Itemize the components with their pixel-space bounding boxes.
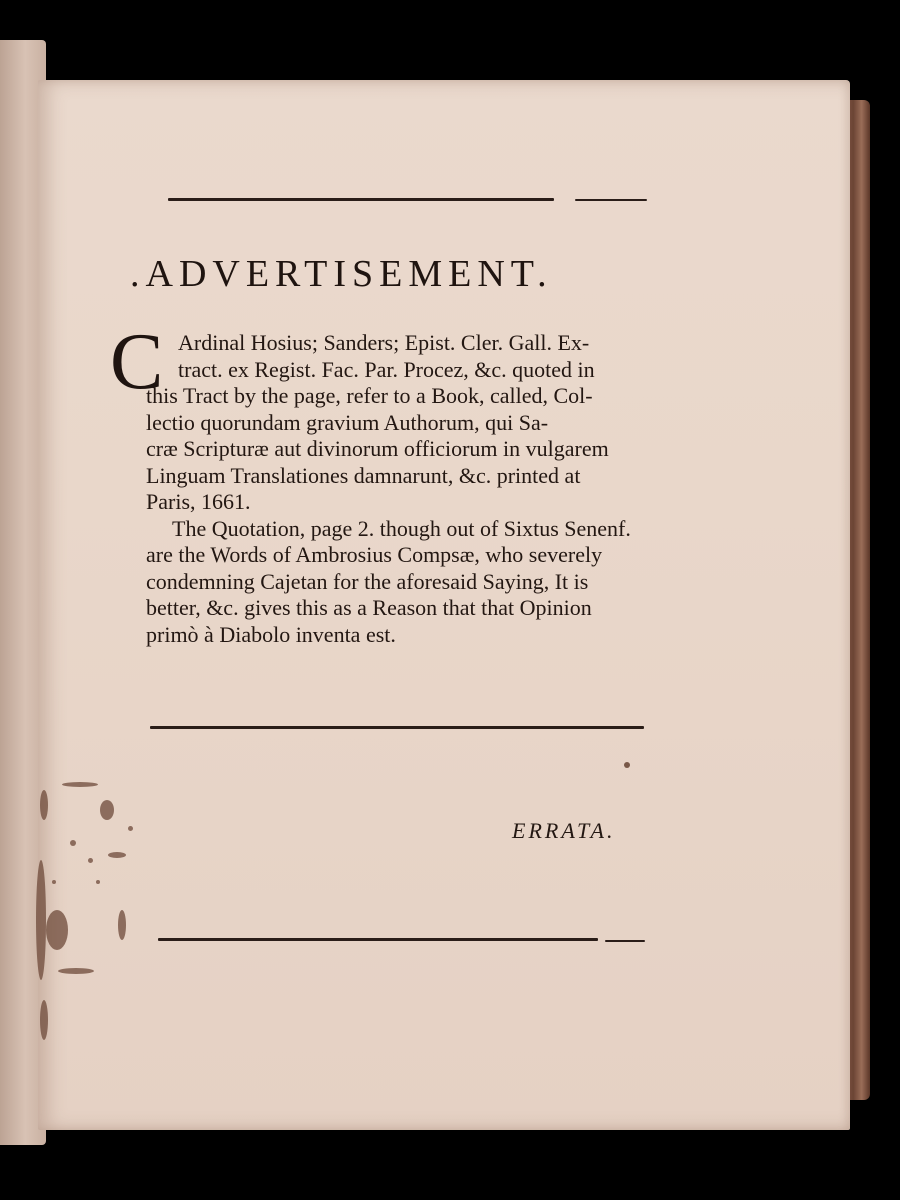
text-line: The Quotation, page 2. though out of Sixtus Senenf.	[172, 515, 631, 541]
text-line: condemning Cajetan for the aforesaid Saying, It is	[146, 568, 589, 594]
text-line: cræ Scripturæ aut divinorum officiorum in vulgarem	[146, 436, 609, 461]
foxing-stains	[0, 770, 160, 1070]
text-line: Ardinal Hosius; Sanders; Epist. Cler. Gall. Ex-	[178, 330, 590, 355]
errata-heading: ERRATA.	[512, 818, 616, 843]
text-line: tract. ex Regist. Fac. Par. Procez, &c. quoted in	[178, 356, 595, 382]
text-line: this Tract by the page, refer to a Book, called, Col-	[146, 383, 593, 408]
bottom-rule-short	[605, 940, 645, 942]
top-rule	[168, 198, 554, 201]
page-title: .ADVERTISEMENT.	[130, 253, 553, 295]
ink-spot	[624, 762, 630, 768]
text-line: Linguam Translationes damnarunt, &c. printed at	[146, 462, 581, 488]
middle-rule	[150, 726, 644, 729]
text-line: better, &c. gives this as a Reason that that Opinion	[146, 595, 592, 620]
bottom-rule	[158, 938, 598, 941]
text-line: are the Words of Ambrosius Compsæ, who severely	[146, 542, 603, 567]
drop-cap: C	[110, 318, 164, 406]
text-line: Paris, 1661.	[146, 489, 251, 514]
top-rule-short	[575, 199, 647, 201]
advertisement-text	[146, 330, 656, 648]
text-line: lectio quorundam gravium Authorum, qui Sa-	[146, 409, 549, 435]
text-line: primò à Diabolo inventa est.	[146, 621, 396, 647]
